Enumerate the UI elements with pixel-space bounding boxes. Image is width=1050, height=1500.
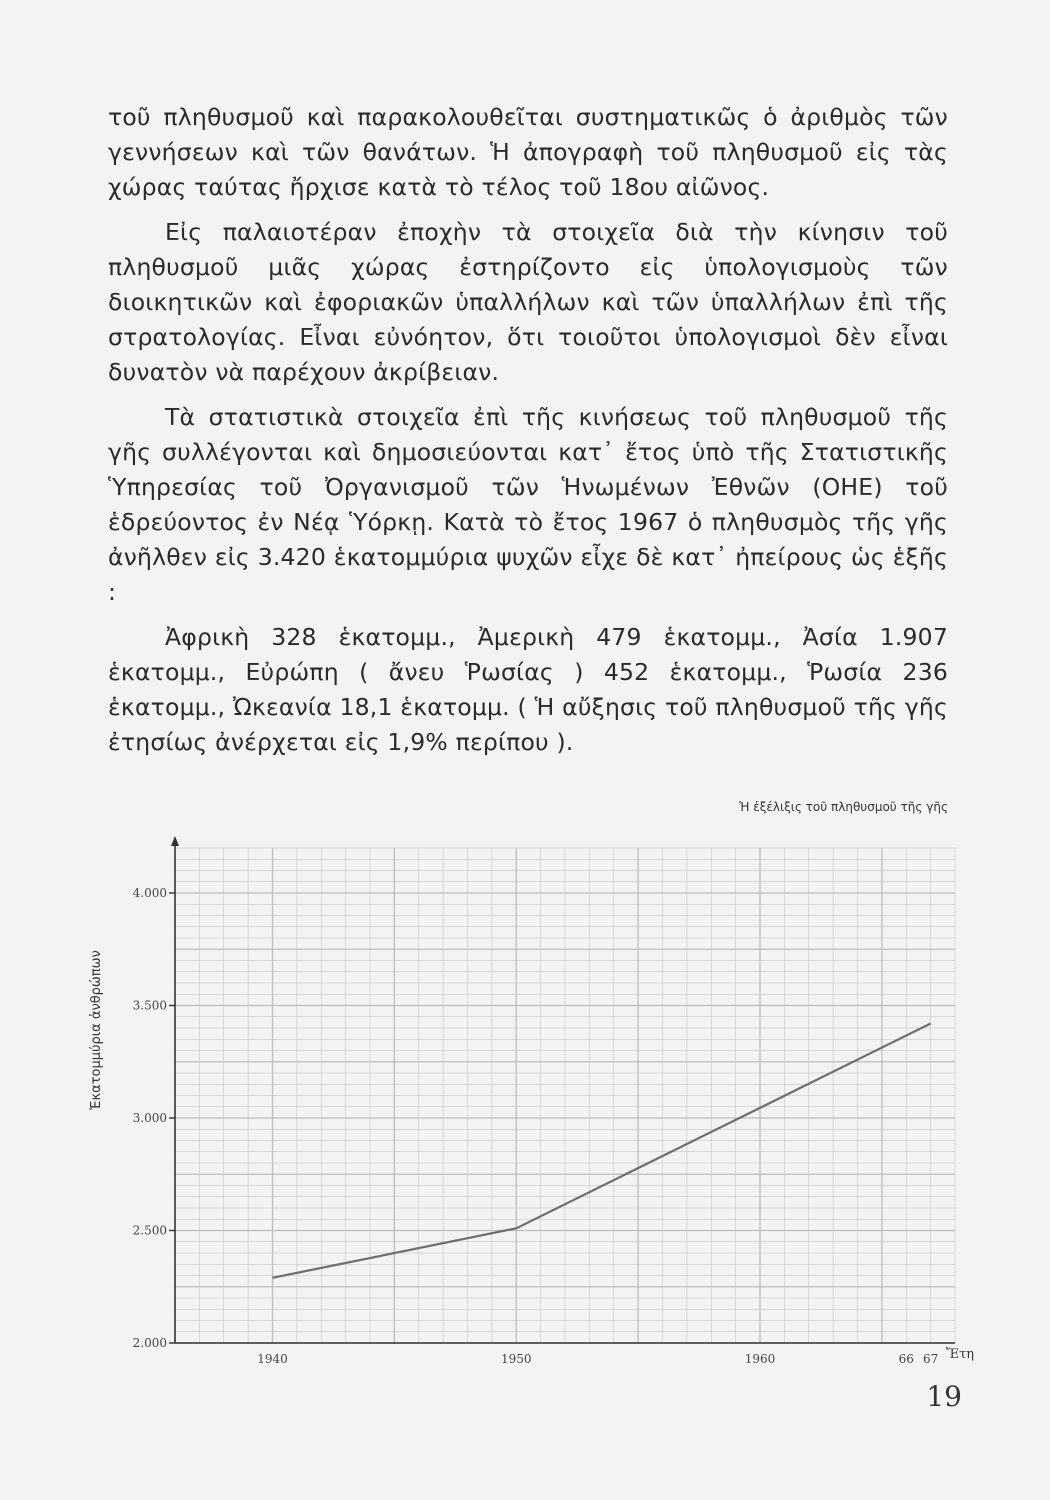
paragraph-3: Τὰ στατιστικὰ στοιχεῖα ἐπὶ τῆς κινήσεως τοῦ πληθυσμοῦ τῆς γῆς συλλέγονται καὶ δημοσιεύονται κατ᾽ ἔτος ὑπὸ τῆς Στατιστικῆς Ὑπηρεσίας τοῦ Ὀργανισμοῦ τῶν Ἡνωμένων Ἐθνῶν (ΟΗΕ) τοῦ ἑδρεύοντος ἐν Νέᾳ Ὑόρκῃ. Κατὰ τὸ ἔτος 1967 ὁ πληθυσμὸς τῆς γῆς ἀνῆλθεν εἰς 3.420 ἑκατομμύρια ψυχῶν εἶχε δὲ κατ᾽ ἠπείρους ὡς ἑξῆς : bbox=[108, 403, 948, 606]
y-tick-label: 2.000 bbox=[132, 1336, 167, 1350]
page-number: 19 bbox=[926, 1380, 962, 1413]
y-tick-label: 3.000 bbox=[132, 1111, 167, 1125]
population-chart bbox=[0, 830, 1050, 1390]
y-tick-label: 4.000 bbox=[132, 886, 167, 900]
y-axis-arrow bbox=[171, 836, 179, 846]
paragraph-4: Ἀφρικὴ 328 ἑκατομμ., Ἀμερικὴ 479 ἑκατομμ., Ἀσία 1.907 ἑκατομμ., Εὐρώπη ( ἄνευ Ῥωσίας ) 452 ἑκατομμ., Ῥωσία 236 ἑκατομμ., Ὠκεανία 18,1 ἑκατομμ. ( Ἡ αὔξησις τοῦ πληθυσμοῦ τῆς γῆς ἐτησίως ἀνέρχεται εἰς 1,9% περίπου ). bbox=[108, 623, 948, 756]
x-tick-label: 67 bbox=[922, 1352, 939, 1366]
paragraph-2: Εἰς παλαιοτέραν ἐποχὴν τὰ στοιχεῖα διὰ τὴν κίνησιν τοῦ πληθυσμοῦ μιᾶς χώρας ἐστηρίζοντο εἰς ὑπολογισμοὺς τῶν διοικητικῶν καὶ ἐφοριακῶν ὑπαλλήλων καὶ τῶν ὑπαλλήλων ἐπὶ τῆς στρατολογίας. Εἶναι εὐνόητον, ὅτι τοιοῦτοι ὑπολογισμοὶ δὲν εἶναι δυνατὸν νὰ παρέχουν ἀκρίβειαν. bbox=[108, 218, 948, 386]
chart-title: Ἡ ἐξέλιξις τοῦ πληθυσμοῦ τῆς γῆς bbox=[739, 800, 948, 814]
chart-grid bbox=[175, 848, 955, 1343]
x-tick-label: 1940 bbox=[257, 1352, 288, 1366]
y-axis-label: Ἑκατομμύρια ἀνθρώπων bbox=[89, 950, 104, 1110]
chart-axes bbox=[171, 836, 955, 1343]
y-tick-label: 3.500 bbox=[132, 998, 167, 1013]
x-tick-label: 1950 bbox=[500, 1352, 532, 1366]
x-tick-label: 1960 bbox=[744, 1352, 776, 1366]
body-text bbox=[108, 100, 948, 760]
y-tick-label: 2.500 bbox=[132, 1223, 167, 1238]
x-tick-label: 66 bbox=[898, 1352, 914, 1366]
paragraph-1: τοῦ πληθυσμοῦ καὶ παρακολουθεῖται συστηματικῶς ὁ ἀριθμὸς τῶν γεννήσεων καὶ τῶν θανάτων. Ἡ ἀπογραφὴ τοῦ πληθυσμοῦ εἰς τὰς χώρας ταύτας ἤρχισε κατὰ τὸ τέλος τοῦ 18ου αἰῶνος. bbox=[108, 103, 948, 201]
chart-ticks bbox=[133, 886, 939, 1366]
x-axis-label: Ἔτη bbox=[946, 1347, 975, 1362]
